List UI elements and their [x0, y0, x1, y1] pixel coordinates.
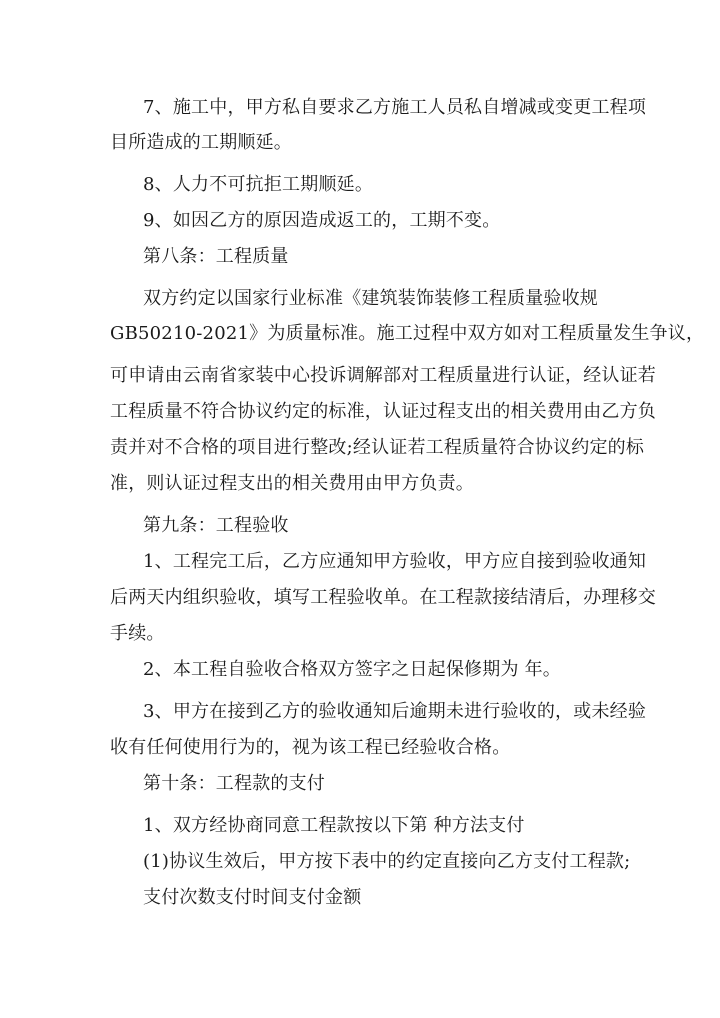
article-8-para-line-3: 可申请由云南省家装中心投诉调解部对工程质量进行认证，经认证若 [110, 365, 656, 386]
article-9-item-1-line-3: 手续。 [110, 623, 165, 644]
article-9-item-1-line-2: 后两天内组织验收，填写工程验收单。在工程款接结清后，办理移交 [110, 587, 656, 608]
article-8-heading: 第八条：工程质量 [143, 246, 289, 267]
article-8-para-line-6: 准，则认证过程支出的相关费用由甲方负责。 [110, 473, 474, 494]
article-8-para-line-5: 责并对不合格的项目进行整改;经认证若工程质量符合协议约定的标 [110, 437, 645, 458]
clause-8: 8、人力不可抗拒工期顺延。 [143, 174, 374, 195]
article-9-item-3-line-1: 3、甲方在接到乙方的验收通知后逾期未进行验收的，或未经验 [143, 701, 647, 722]
article-9-item-2: 2、本工程自验收合格双方签字之日起保修期为 年。 [143, 659, 561, 680]
clause-7-line-1: 7、施工中，甲方私自要求乙方施工人员私自增减或变更工程项 [143, 97, 647, 118]
payment-table-header: 支付次数支付时间支付金额 [143, 887, 362, 908]
article-10-item-1: 1、双方经协商同意工程款按以下第 种方法支付 [143, 815, 525, 836]
clause-7-line-2: 目所造成的工期顺延。 [110, 132, 292, 153]
article-10-option-1: (1)协议生效后，甲方按下表中的约定直接向乙方支付工程款; [143, 851, 631, 872]
article-9-item-3-line-2: 收有任何使用行为的，视为该工程已经验收合格。 [110, 737, 511, 758]
article-9-heading: 第九条：工程验收 [143, 515, 289, 536]
article-8-para-line-2: GB50210-2021》为质量标准。施工过程中双方如对工程质量发生争议， [110, 323, 705, 344]
article-9-item-1-line-1: 1、工程完工后，乙方应通知甲方验收，甲方应自接到验收通知 [143, 551, 647, 572]
article-10-heading: 第十条：工程款的支付 [143, 773, 325, 794]
article-8-para-line-1: 双方约定以国家行业标准《建筑装饰装修工程质量验收规 [143, 288, 598, 309]
clause-9: 9、如因乙方的原因造成返工的，工期不变。 [143, 210, 501, 231]
article-8-para-line-4: 工程质量不符合协议约定的标准，认证过程支出的相关费用由乙方负 [110, 401, 656, 422]
